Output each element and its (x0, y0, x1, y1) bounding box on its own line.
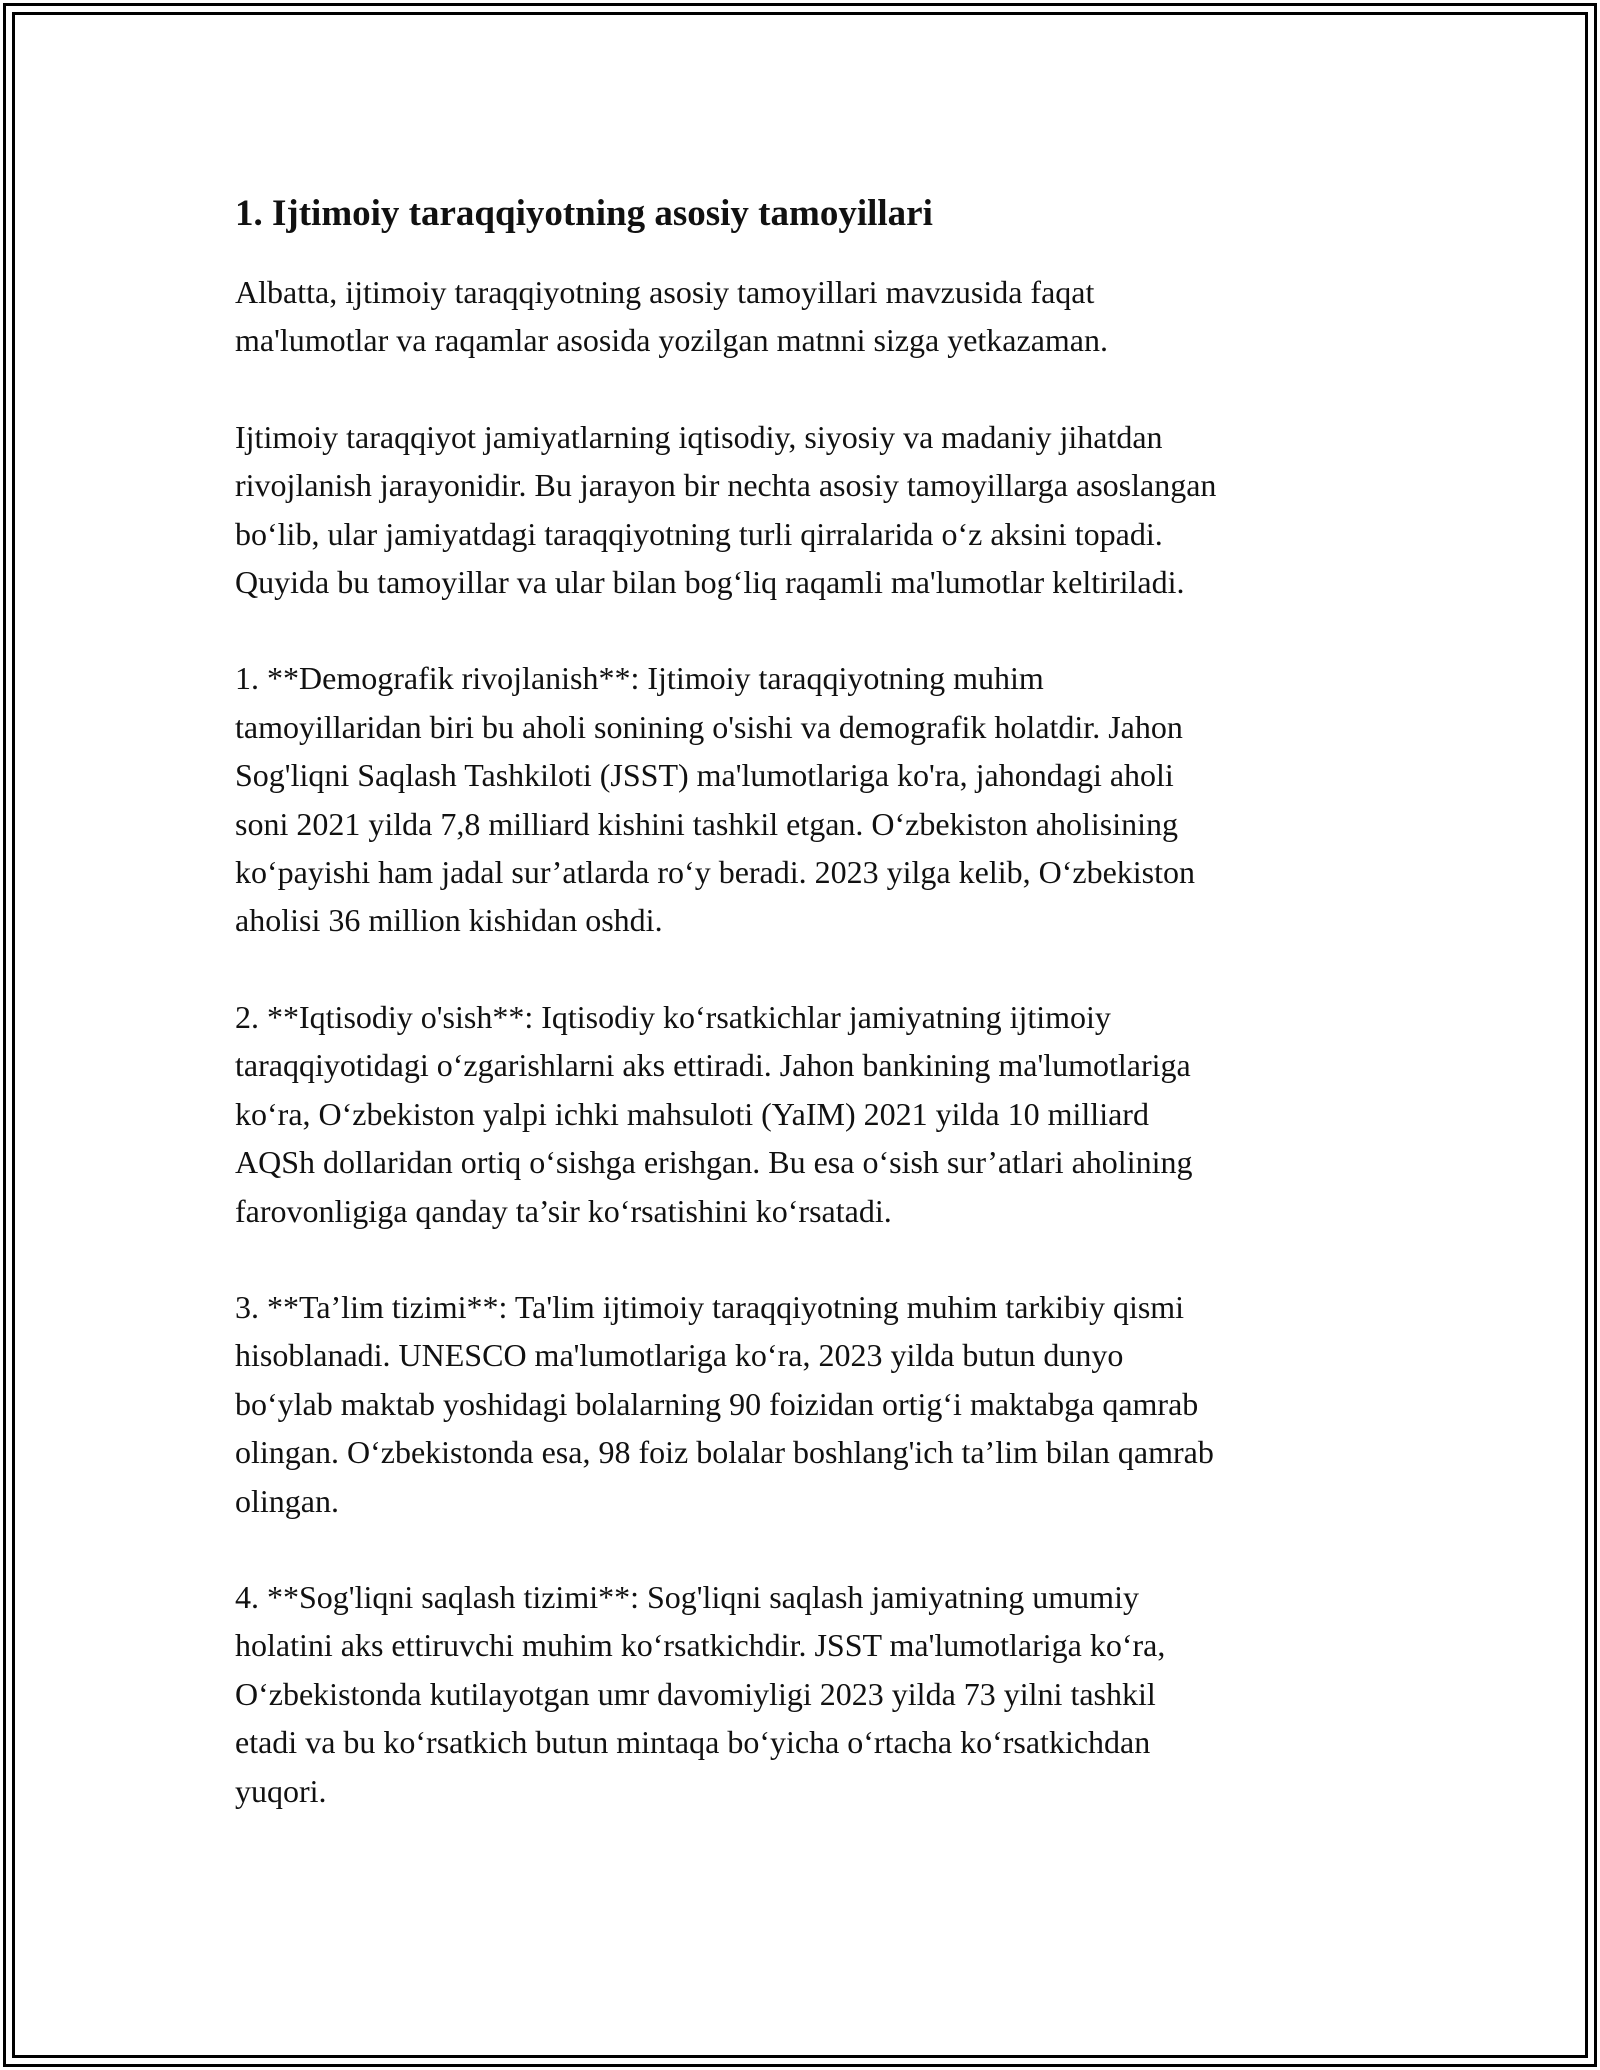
intro-paragraph: Albatta, ijtimoiy taraqqiyotning asosiy tamoyillari mavzusida faqat ma'lumotlar va raqamlar asosida yozilgan matnni sizga yetkazaman. (235, 274, 1108, 359)
economic-paragraph: 2. **Iqtisodiy o'sish**: Iqtisodiy ko‘rsatkichlar jamiyatning ijtimoiy taraqqiyotidagi o‘zgarishlarni aks ettiradi. Jahon bankining ma'lumotlariga ko‘ra, O‘zbekiston yalpi ichki mahsuloti (YaIM) 2021 yilda 10 milliard AQSh dollaridan ortiq o‘sishga erishgan. Bu esa o‘sish sur’atlari aholining farovonligiga qanday ta’sir ko‘rsatishini ko‘rsatadi. (235, 998, 1193, 1229)
demographic-paragraph: 1. **Demografik rivojlanish**: Ijtimoiy taraqqiyotning muhim tamoyillaridan biri bu aholi sonining o'sishi va demografik holatdir. Jahon Sog'liqni Saqlash Tashkiloti (JSST) ma'lumotlariga ko'ra, jahondagi aholi soni 2021 yilda 7,8 milliard kishini tashkil etgan. O‘zbekiston aholisining ko‘payishi ham jadal sur’atlarda ro‘y beradi. 2023 yilga kelib, O‘zbekiston aholisi 36 million kishidan oshdi. (235, 660, 1196, 939)
document-body (235, 186, 1375, 1863)
education-paragraph: 3. **Ta’lim tizimi**: Ta'lim ijtimoiy taraqqiyotning muhim tarkibiy qismi hisoblanadi. UNESCO ma'lumotlariga ko‘ra, 2023 yilda butun dunyo bo‘ylab maktab yoshidagi bolalarning 90 foizidan ortig‘i maktabga qamrab olingan. O‘zbekistonda esa, 98 foiz bolalar boshlang'ich ta’lim bilan qamrab olingan. (235, 1288, 1214, 1519)
healthcare-paragraph: 4. **Sog'liqni saqlash tizimi**: Sog'liqni saqlash jamiyatning umumiy holatini aks ettiruvchi muhim ko‘rsatkichdir. JSST ma'lumotlariga ko‘ra, O‘zbekistonda kutilayotgan umr davomiyligi 2023 yilda 73 yilni tashkil etadi va bu ko‘rsatkich butun mintaqa bo‘yicha o‘rtacha ko‘rsatkichdan yuqori. (235, 1578, 1166, 1809)
document-title: 1. Ijtimoiy taraqqiyotning asosiy tamoyillari (235, 193, 933, 234)
overview-paragraph: Ijtimoiy taraqqiyot jamiyatlarning iqtisodiy, siyosiy va madaniy jihatdan rivojlanish jarayonidir. Bu jarayon bir nechta asosiy tamoyillarga asoslangan bo‘lib, ular jamiyatdagi taraqqiyotning turli qirralarida o‘z aksini topadi. Quyida bu tamoyillar va ular bilan bog‘liq raqamli ma'lumotlar keltiriladi. (235, 418, 1217, 601)
